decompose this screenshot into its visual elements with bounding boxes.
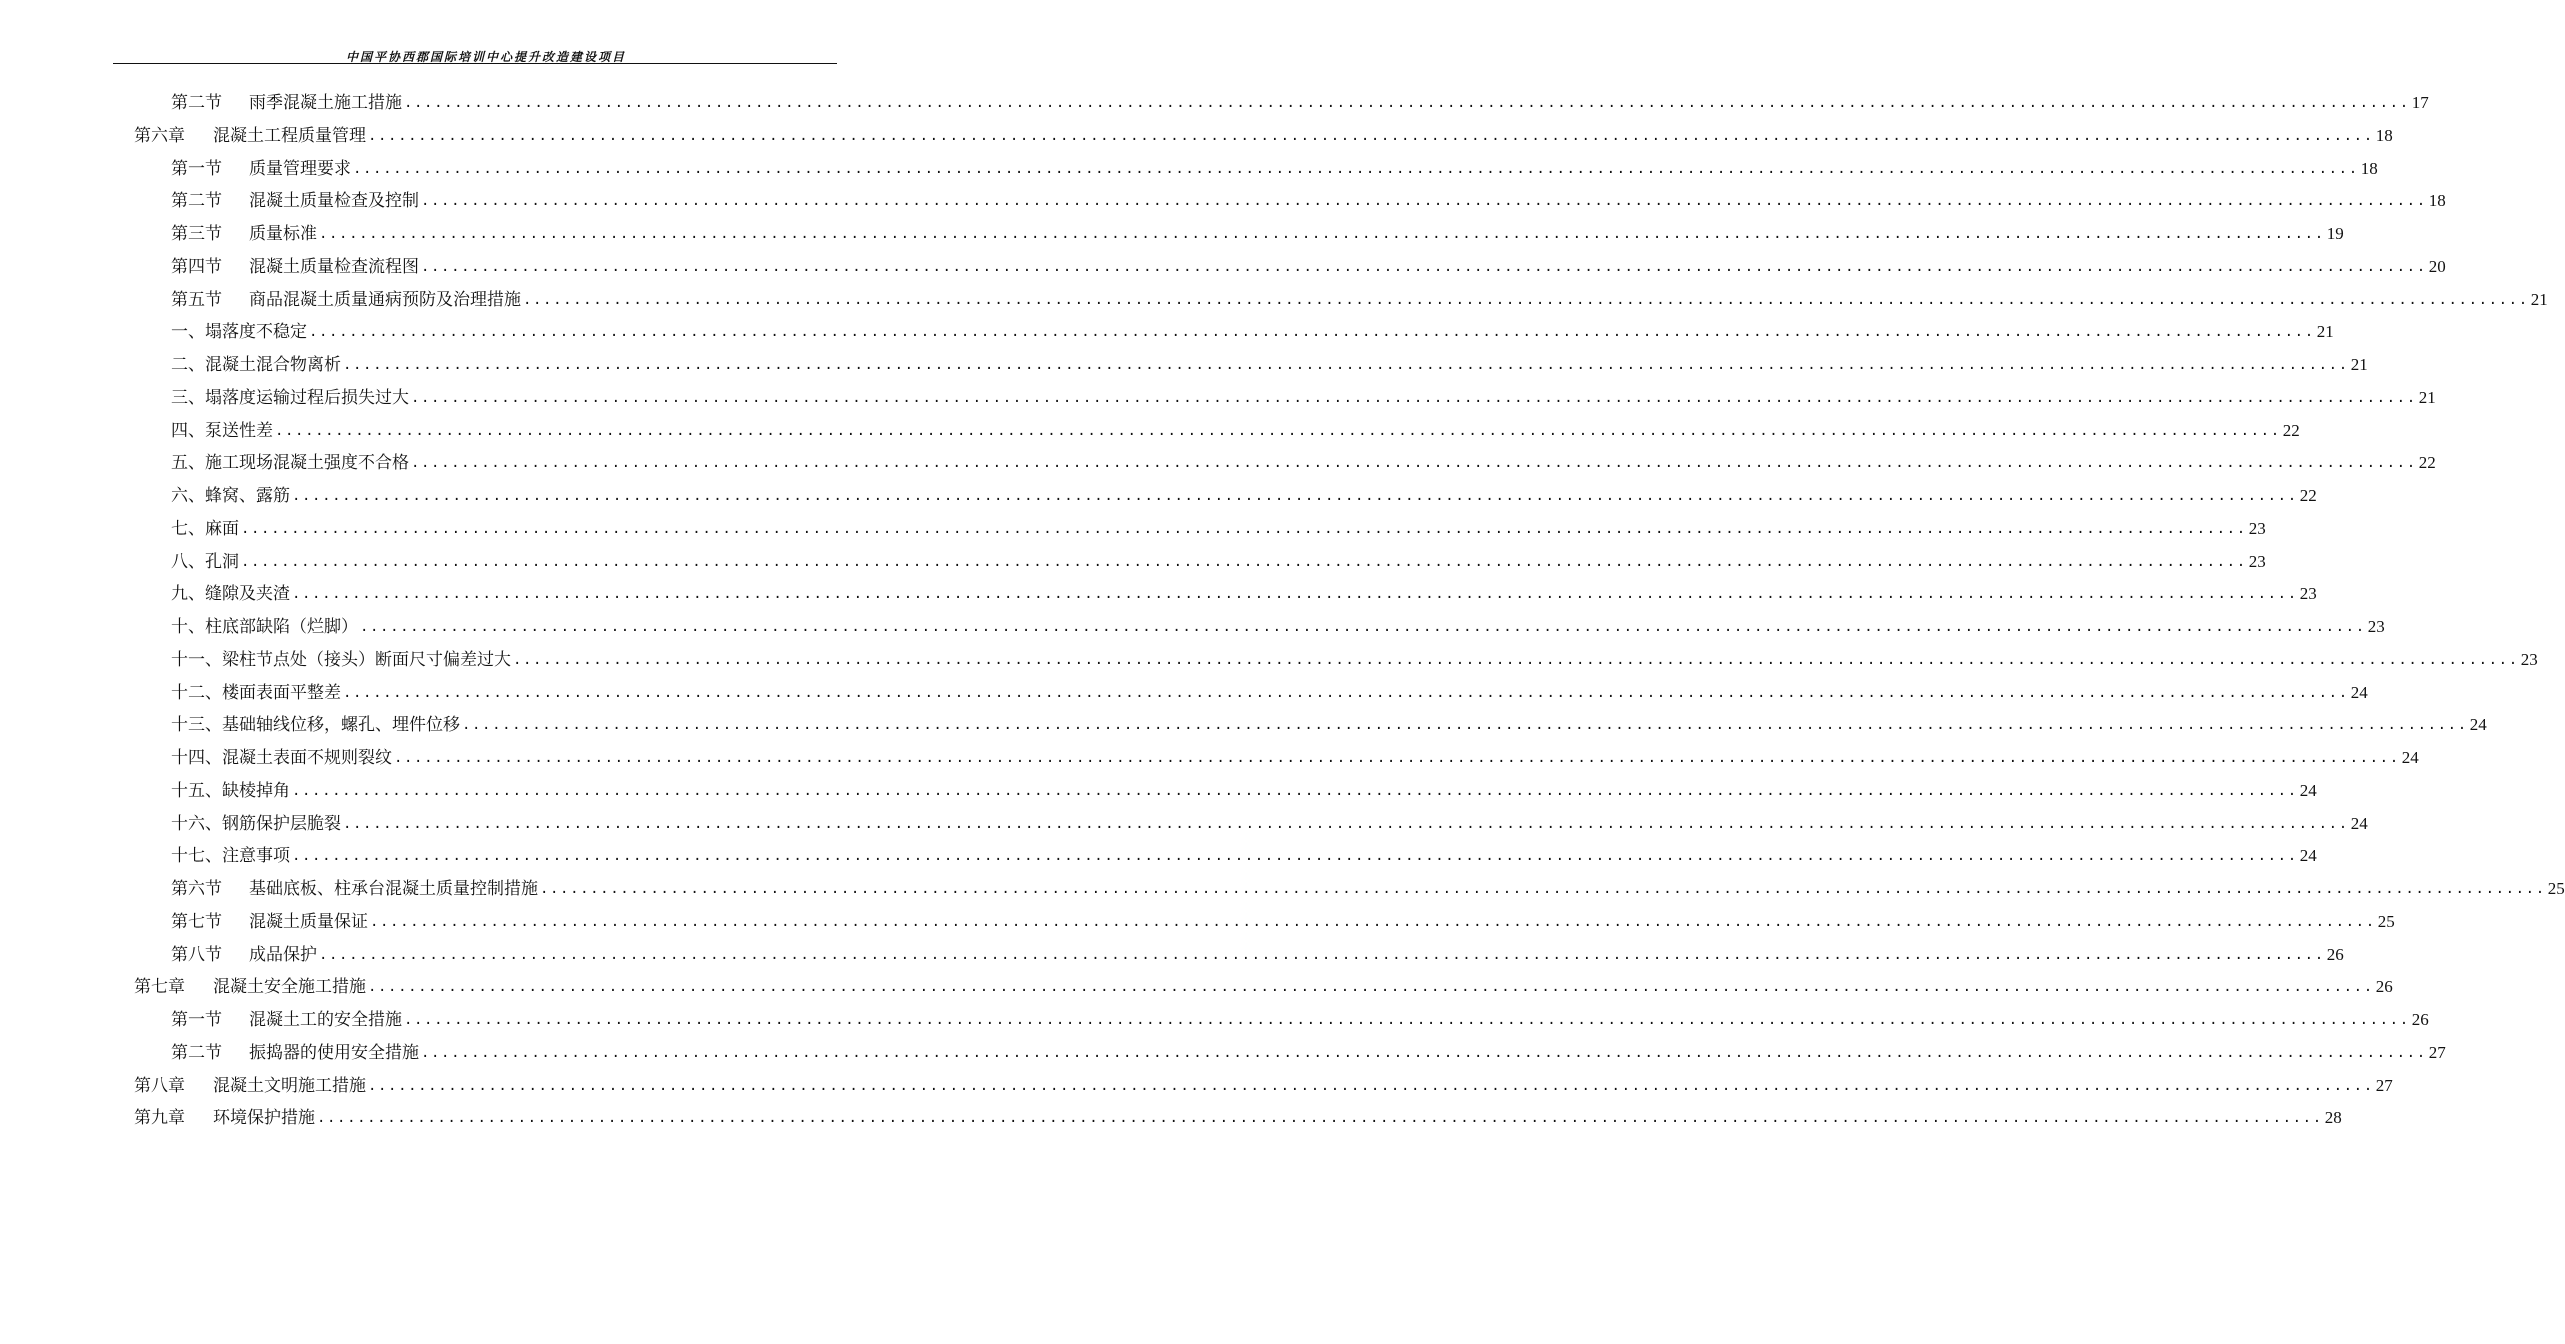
toc-page-number: 21 [2530, 289, 2548, 309]
toc-page-number: 26 [2326, 944, 2344, 964]
toc-entry-label [171, 649, 511, 671]
toc-page-number: 21 [2418, 387, 2436, 407]
toc-entry-title: 质量标准 [249, 224, 317, 244]
toc-leader-dots: ........................................................................................................................................................................................................ [241, 520, 2247, 537]
toc-entry[interactable] [171, 581, 2317, 605]
toc-entry[interactable] [171, 319, 2334, 343]
toc-page-number: 20 [2428, 256, 2446, 276]
toc-entry-label [171, 1009, 402, 1031]
toc-entry-label [134, 1107, 315, 1129]
toc-entry-label [171, 551, 239, 573]
toc-entry[interactable] [171, 483, 2317, 507]
toc-entry-title: 十五、缺棱掉角 [171, 780, 290, 801]
toc-entry-title: 十七、注意事项 [171, 846, 290, 867]
toc-entry[interactable] [134, 1073, 2393, 1097]
toc-leader-dots: ........................................................................................................................................................................................................ [241, 553, 2247, 570]
toc-entry[interactable] [171, 156, 2378, 180]
toc-leader-dots: ........................................................................................................................................................................................................ [275, 422, 2281, 439]
toc-entry-label [134, 1075, 366, 1097]
toc-entry[interactable] [171, 287, 2548, 311]
toc-leader-dots: ........................................................................................................................................................................................................ [411, 389, 2417, 406]
toc-entry-title: 质量管理要求 [249, 158, 351, 179]
toc-page-number: 22 [2299, 486, 2317, 505]
toc-entry-number: 第一节 [171, 158, 222, 179]
toc-entry[interactable] [171, 614, 2385, 638]
toc-leader-dots: ........................................................................................................................................................................................................ [368, 127, 2374, 144]
toc-page-number: 23 [2248, 551, 2266, 571]
toc-entry-label [171, 190, 419, 212]
toc-entry-number: 第三节 [171, 224, 222, 244]
toc-entry-title: 一、塌落度不稳定 [171, 322, 307, 343]
toc-entry-label [171, 944, 317, 966]
toc-page-number: 18 [2375, 125, 2393, 145]
toc-leader-dots: ........................................................................................................................................................................................................ [368, 979, 2374, 996]
toc-entry-label [171, 321, 307, 343]
toc-entry-number: 第二节 [171, 191, 222, 212]
toc-entry-label [171, 583, 290, 605]
toc-page-number: 28 [2324, 1108, 2342, 1128]
toc-entry-title: 五、施工现场混凝土强度不合格 [171, 453, 409, 474]
toc-page-number: 24 [2299, 780, 2317, 800]
toc-entry[interactable] [171, 712, 2487, 736]
toc-leader-dots: ........................................................................................................................................................................................................ [319, 946, 2325, 963]
toc-page-number: 24 [2350, 813, 2368, 833]
toc-entry[interactable] [171, 942, 2344, 966]
toc-entry-title: 十、柱底部缺陷（烂脚） [171, 617, 358, 637]
toc-entry-label [171, 878, 538, 900]
toc-entry-title: 十二、楼面表面平整差 [171, 682, 341, 703]
toc-entry-title: 商品混凝土质量通病预防及治理措施 [249, 289, 521, 310]
toc-entry-label [171, 747, 392, 769]
toc-page-number: 22 [2282, 420, 2300, 440]
toc-entry-title: 七、麻面 [171, 518, 239, 539]
toc-entry-number: 第八章 [134, 1075, 185, 1096]
toc-entry-label [171, 682, 341, 704]
toc-entry[interactable] [171, 516, 2266, 540]
toc-entry-title: 二、混凝土混合物离析 [171, 355, 341, 375]
toc-entry-title: 基础底板、柱承台混凝土质量控制措施 [249, 879, 538, 899]
toc-leader-dots: ........................................................................................................................................................................................................ [421, 258, 2427, 275]
toc-page-number: 27 [2375, 1075, 2393, 1095]
toc-entry[interactable] [171, 188, 2446, 212]
toc-page-number: 24 [2469, 715, 2487, 735]
toc-entry-label [171, 845, 290, 867]
toc-leader-dots: ........................................................................................................................................................................................................ [343, 357, 2349, 373]
toc-leader-dots: ........................................................................................................................................................................................................ [292, 782, 2298, 799]
toc-entry[interactable] [134, 123, 2393, 147]
toc-page-number: 23 [2520, 649, 2538, 669]
toc-entry-label [134, 125, 366, 147]
toc-entry-title: 混凝土质量检查及控制 [249, 191, 419, 212]
toc-entry-number: 第六节 [171, 879, 222, 899]
toc-page-number: 25 [2377, 911, 2395, 931]
toc-leader-dots: ........................................................................................................................................................................................................ [370, 913, 2376, 930]
toc-leader-dots: ........................................................................................................................................................................................................ [343, 815, 2349, 832]
toc-entry[interactable] [171, 1040, 2446, 1064]
toc-page-number: 18 [2428, 191, 2446, 211]
toc-entry-title: 混凝土工程质量管理 [213, 125, 366, 146]
toc-entry-title: 九、缝隙及夹渣 [171, 584, 290, 605]
toc-entry-title: 十一、梁柱节点处（接头）断面尺寸偏差过大 [171, 649, 511, 670]
toc-entry-number: 第二节 [171, 1042, 222, 1063]
toc-entry-title: 混凝土文明施工措施 [213, 1075, 366, 1096]
toc-leader-dots: ........................................................................................................................................................................................................ [368, 1077, 2374, 1094]
toc-entry-title: 混凝土质量保证 [249, 911, 368, 932]
toc-entry-title: 雨季混凝土施工措施 [249, 93, 402, 113]
toc-entry-number: 第八节 [171, 944, 222, 965]
toc-entry-label [171, 813, 341, 835]
toc-entry[interactable] [171, 778, 2317, 802]
toc-leader-dots: ........................................................................................................................................................................................................ [394, 750, 2400, 766]
toc-entry-title: 三、塌落度运输过程后损失过大 [171, 387, 409, 408]
toc-page-number: 23 [2248, 518, 2266, 538]
page-header [0, 0, 950, 70]
toc-leader-dots: ........................................................................................................................................................................................................ [309, 324, 2315, 341]
toc-leader-dots: ........................................................................................................................................................................................................ [292, 586, 2298, 603]
toc-page-number: 21 [2316, 322, 2334, 342]
toc-entry[interactable] [171, 254, 2446, 278]
toc-page-number: 24 [2401, 748, 2419, 767]
toc-entry-title: 四、泵送性差 [171, 420, 273, 441]
toc-entry-title: 十六、钢筋保护层脆裂 [171, 813, 341, 834]
toc-entry-title: 十三、基础轴线位移，螺孔、埋件位移 [171, 715, 460, 736]
toc-entry-number: 第二节 [171, 93, 222, 113]
toc-entry-label [171, 256, 419, 278]
toc-entry-title: 环境保护措施 [213, 1108, 315, 1129]
toc-leader-dots: ........................................................................................................................................................................................................ [421, 1044, 2427, 1061]
toc-entry[interactable] [171, 450, 2436, 474]
toc-leader-dots: ........................................................................................................................................................................................................ [411, 455, 2417, 472]
toc-entry-label [171, 518, 239, 540]
toc-leader-dots: ........................................................................................................................................................................................................ [343, 684, 2349, 701]
toc-page-number: 24 [2350, 682, 2368, 702]
toc-entry-label [171, 452, 409, 474]
toc-entry-label [171, 780, 290, 802]
toc-leader-dots: ........................................................................................................................................................................................................ [540, 881, 2546, 897]
toc-entry-number: 第五节 [171, 289, 222, 310]
toc-page-number: 25 [2547, 879, 2565, 898]
toc-leader-dots: ........................................................................................................................................................................................................ [404, 95, 2410, 111]
toc-page-number: 24 [2299, 846, 2317, 866]
toc-entry[interactable] [171, 385, 2436, 409]
toc-page-number: 27 [2428, 1042, 2446, 1062]
toc-entry-title: 十四、混凝土表面不规则裂纹 [171, 748, 392, 768]
toc-entry-number: 第七章 [134, 977, 185, 998]
toc-entry-label [171, 92, 402, 114]
toc-entry-label [171, 616, 358, 638]
toc-leader-dots: ........................................................................................................................................................................................................ [292, 488, 2298, 504]
toc-entry[interactable] [171, 843, 2317, 867]
toc-leader-dots: ........................................................................................................................................................................................................ [523, 291, 2529, 308]
toc-entry-title: 六、蜂窝、露筋 [171, 486, 290, 506]
toc-entry-label [171, 420, 273, 442]
toc-entry-label [134, 976, 366, 998]
toc-entry[interactable] [171, 909, 2395, 933]
toc-entry-number: 第九章 [134, 1108, 185, 1129]
toc-entry-label [171, 485, 290, 507]
toc-entry[interactable] [171, 90, 2429, 114]
toc-leader-dots: ........................................................................................................................................................................................................ [462, 717, 2468, 734]
toc-page-number: 18 [2360, 158, 2378, 178]
toc-leader-dots: ........................................................................................................................................................................................................ [292, 848, 2298, 865]
toc-entry-title: 成品保护 [249, 944, 317, 965]
toc-entry-number: 第一节 [171, 1010, 222, 1030]
toc-page-number: 23 [2299, 584, 2317, 604]
toc-entry-title: 八、孔洞 [171, 551, 239, 572]
toc-leader-dots: ........................................................................................................................................................................................................ [353, 160, 2359, 177]
toc-entry-label [171, 1042, 419, 1064]
toc-leader-dots: ........................................................................................................................................................................................................ [404, 1012, 2410, 1028]
toc-entry-label [171, 387, 409, 409]
toc-entry-title: 混凝土质量检查流程图 [249, 256, 419, 277]
toc-entry-number: 第七节 [171, 911, 222, 932]
toc-entry-number: 第六章 [134, 125, 185, 146]
toc-entry-title: 混凝土工的安全措施 [249, 1010, 402, 1030]
toc-entry-label [171, 714, 460, 736]
toc-leader-dots: ........................................................................................................................................................................................................ [421, 193, 2427, 210]
toc-entry[interactable] [171, 221, 2344, 245]
toc-entry-label [171, 289, 521, 311]
toc-leader-dots: ........................................................................................................................................................................................................ [319, 226, 2325, 242]
toc-entry[interactable] [171, 745, 2419, 769]
toc-entry-label [171, 158, 351, 180]
toc-entry[interactable] [171, 1007, 2429, 1031]
toc-entry-label [171, 911, 368, 933]
toc-entry[interactable] [171, 352, 2368, 376]
toc-page-number: 26 [2411, 1010, 2429, 1029]
toc-page-number: 22 [2418, 453, 2436, 473]
toc-page-number: 19 [2326, 224, 2344, 243]
toc-entry[interactable] [171, 549, 2266, 573]
toc-page-number: 17 [2411, 93, 2429, 112]
toc-entry-label [171, 223, 317, 245]
toc-leader-dots: ........................................................................................................................................................................................................ [360, 619, 2366, 635]
toc-entry-title: 振捣器的使用安全措施 [249, 1042, 419, 1063]
toc-entry[interactable] [171, 647, 2538, 671]
header-rule [113, 63, 837, 64]
toc-page-number: 21 [2350, 355, 2368, 374]
toc-leader-dots: ........................................................................................................................................................................................................ [513, 651, 2519, 668]
toc-entry[interactable] [171, 876, 2565, 900]
toc-page-number: 26 [2375, 977, 2393, 997]
toc-entry[interactable] [171, 680, 2368, 704]
toc-entry[interactable] [171, 811, 2368, 835]
toc-entry-number: 第四节 [171, 256, 222, 277]
toc-entry-label [171, 354, 341, 376]
header-title: 中国平协西郡国际培训中心提升改造建设项目 [345, 50, 626, 64]
toc-page-number: 23 [2367, 617, 2385, 636]
toc-leader-dots: ........................................................................................................................................................................................................ [317, 1110, 2323, 1127]
toc-entry[interactable] [134, 974, 2393, 998]
toc-entry-title: 混凝土安全施工措施 [213, 977, 366, 998]
toc-entry[interactable] [171, 418, 2300, 442]
toc-entry[interactable] [134, 1105, 2342, 1129]
